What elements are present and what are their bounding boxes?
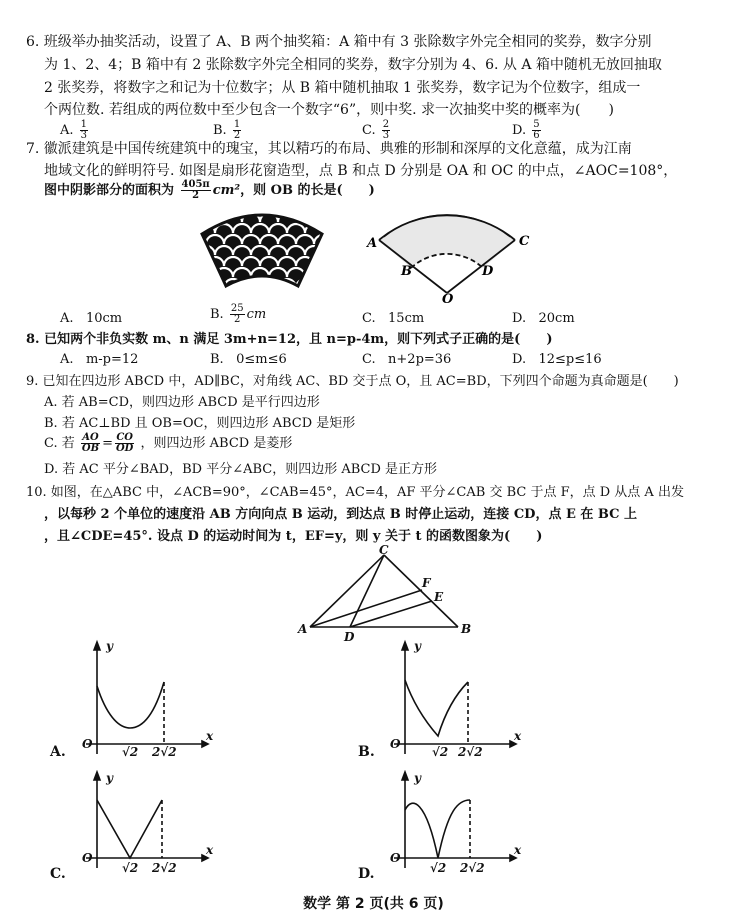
fan-window-figure — [198, 204, 326, 292]
q9-option-b: B. 若 AC⊥BD 且 OB=OC，则四边形 ABCD 是矩形 — [44, 416, 356, 431]
q9-option-d: D. 若 AC 平分∠BAD，BD 平分∠ABC，则四边形 ABCD 是正方形 — [44, 462, 438, 477]
graph-b-y-label: y — [414, 639, 421, 653]
q10-graph-b — [352, 636, 522, 761]
scale-arc — [198, 279, 206, 288]
scale-arc — [323, 246, 326, 255]
q6-option-d: D. $\frac{5}{6}$ — [512, 119, 540, 141]
q6-line-2: 为 1、2、4；B 箱中有 2 张除数字外完全相同的奖券，数字分别为 4、6. 从 A 箱中随机无放回抽取 — [44, 57, 662, 73]
scale-arc — [206, 279, 224, 288]
label-c: C — [519, 234, 530, 249]
graph-a-origin: O — [82, 737, 93, 751]
q7-option-d: D. 20cm — [512, 311, 575, 326]
q7-option-c: C. 15cm — [362, 311, 425, 326]
graph-b-origin: O — [390, 737, 401, 751]
graph-c-origin: O — [82, 851, 93, 865]
label-b: B — [401, 264, 412, 279]
tri-label-c: C — [379, 545, 389, 557]
q9-option-a: A. 若 AB=CD，则四边形 ABCD 是平行四边形 — [44, 395, 320, 410]
scale-arc — [314, 279, 326, 288]
graph-b-option-label: B. — [358, 744, 375, 760]
q10-graph-d — [352, 770, 522, 885]
q6-line-1: 6. 班级举办抽奖活动，设置了 A、B 两个抽奖箱：A 箱中有 3 张除数字外完全相同的奖券，数字分别 — [26, 34, 652, 50]
graph-a-tick-1: √2 — [122, 745, 139, 759]
scale-arc — [260, 279, 278, 288]
graph-a-x-label: x — [206, 729, 214, 743]
q7-line-3: 图中阴影部分的面积为 $\frac{405\pi}{2}$ cm²，则 OB 的长是( ) — [44, 179, 375, 201]
scale-arc — [314, 257, 326, 266]
q10-line-1: 10. 如图，在△ABC 中，∠ACB=90°，∠CAB=45°，AC=4，AF 平分∠CAB 交 BC 于点 F，点 D 从点 A 出发 — [26, 485, 684, 500]
scale-arc — [198, 268, 215, 277]
graph-b-tick-2: 2√2 — [458, 745, 483, 759]
graph-d-tick-1: √2 — [430, 861, 447, 875]
q6-option-b: B. $\frac{1}{2}$ — [213, 119, 241, 141]
scale-arc — [305, 268, 323, 277]
q8-option-a: A. m-p=12 — [60, 352, 139, 367]
q6-option-c: C. $\frac{2}{3}$ — [362, 119, 390, 141]
q9-option-c: C. 若 $\frac{AO}{OB}$ = $\frac{CO}{OD}$ ，则四边形 ABCD 是菱形 — [44, 432, 293, 454]
graph-b-x-label: x — [514, 729, 522, 743]
tri-label-f: F — [422, 576, 431, 590]
q9-line-1: 9. 已知在四边形 ABCD 中，AD∥BC，对角线 AC、BD 交于点 O，且 AC=BD，下列四个命题为真命题是( ) — [26, 374, 679, 389]
graph-d-y-label: y — [414, 771, 421, 785]
q6-line-3: 2 张奖券，将数字之和记为十位数字；从 B 箱中随机抽取 1 张奖券，数字记为个位数字，组成一 — [44, 80, 641, 96]
label-d: D — [482, 264, 494, 279]
q10-line-3: ，且∠CDE=45°. 设点 D 的运动时间为 t，EF=y，则 y 关于 t 的函数图象为( ) — [44, 529, 543, 544]
graph-d-origin: O — [390, 851, 401, 865]
q7-line-2: 地域文化的鲜明符号. 如图是扇形花窗造型，点 B 和点 D 分别是 OA 和 OC 的中点，∠AOC=108°， — [44, 163, 678, 179]
q8-option-d: D. 12≤p≤16 — [512, 352, 602, 367]
tri-label-a: A — [298, 622, 308, 636]
q7-option-b: B. $\frac{25}{2}$ cm — [210, 303, 267, 325]
label-a: A — [367, 236, 378, 251]
label-o: O — [442, 292, 454, 305]
graph-d-option-label: D. — [358, 866, 375, 882]
graph-c-x-label: x — [206, 843, 214, 857]
q10-graph-a — [44, 636, 214, 761]
graph-d-x-label: x — [514, 843, 522, 857]
q6-line-4: 个两位数. 若组成的两位数中至少包含一个数字“6”，则中奖. 求一次抽奖中奖的概率为( ) — [44, 102, 614, 118]
graph-d-tick-2: 2√2 — [460, 861, 485, 875]
scale-arc — [242, 279, 260, 288]
q8-option-c: C. n+2p=36 — [362, 352, 452, 367]
q10-line-2: ，以每秒 2 个单位的速度沿 AB 方向向点 B 运动，到达点 B 时停止运动，连接 CD，点 E 在 BC 上 — [44, 507, 638, 522]
q7-line-1: 7. 徽派建筑是中国传统建筑中的瑰宝，其以精巧的布局、典雅的形制和深厚的文化意蕴，成为江南 — [26, 141, 632, 157]
graph-c-tick-2: 2√2 — [152, 861, 177, 875]
scale-arc — [206, 213, 224, 222]
q10-graph-c — [44, 770, 214, 885]
tri-label-d: D — [344, 630, 355, 644]
page-footer: 数学 第 2 页(共 6 页) — [303, 896, 444, 912]
scale-arc — [198, 257, 206, 266]
q8-option-b: B. 0≤m≤6 — [210, 352, 287, 367]
q6-option-a: A. $\frac{1}{3}$ — [60, 119, 88, 141]
graph-c-y-label: y — [106, 771, 113, 785]
graph-a-y-label: y — [106, 639, 113, 653]
graph-c-option-label: C. — [50, 866, 66, 882]
scale-arc — [314, 213, 326, 222]
tri-label-b: B — [461, 622, 472, 636]
scale-arc — [198, 213, 206, 222]
graph-b-tick-1: √2 — [432, 745, 449, 759]
graph-a-tick-2: 2√2 — [152, 745, 177, 759]
graph-c-tick-1: √2 — [122, 861, 139, 875]
scale-arc — [323, 224, 326, 233]
scale-arc — [323, 268, 326, 277]
triangle-diagram — [296, 545, 478, 645]
q7-option-a: A. 10cm — [60, 311, 123, 326]
q8-line-1: 8. 已知两个非负实数 m、n 满足 3m+n=12，且 n=p-4m，则下列式子正确的是( ) — [26, 332, 553, 347]
sector-diagram — [365, 195, 535, 305]
tri-label-e: E — [434, 590, 444, 604]
graph-a-option-label: A. — [50, 744, 66, 760]
